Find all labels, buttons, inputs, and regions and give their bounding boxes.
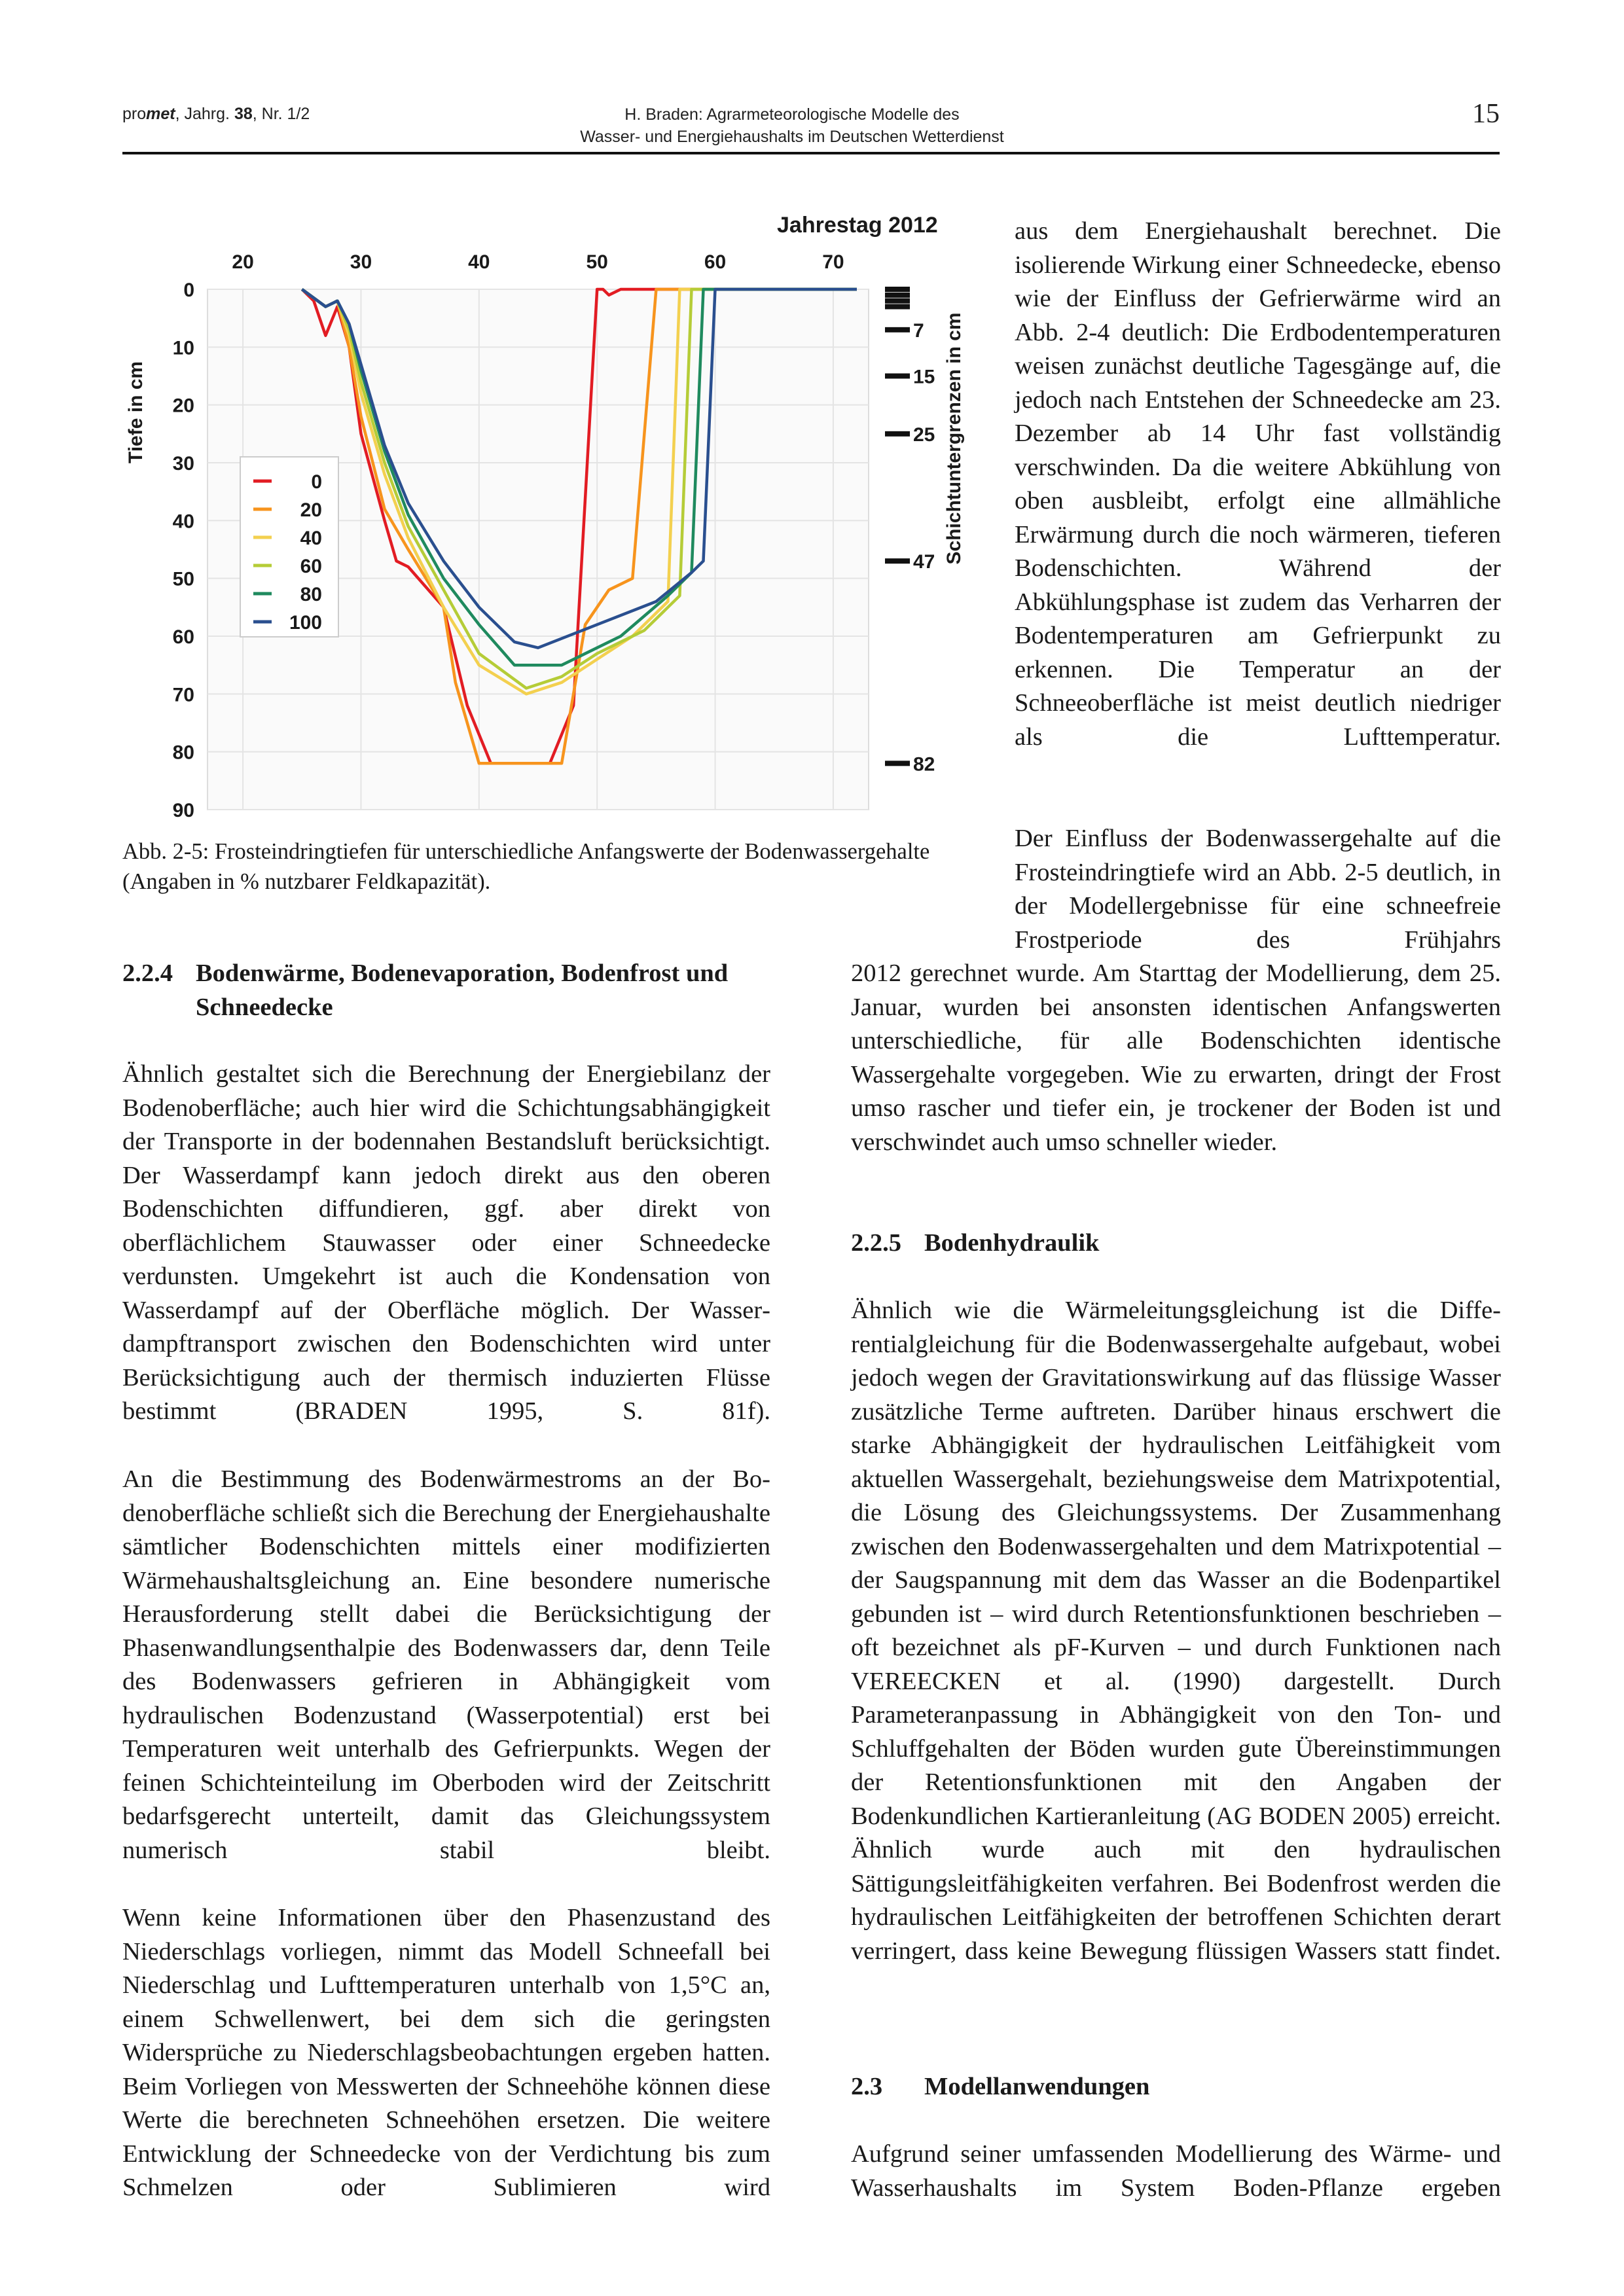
section-title-line-1: Bodenwärme, Bodenevaporation, Bodenfrost und: [196, 960, 729, 987]
layer-mark: [885, 287, 910, 292]
layer-mark: [885, 761, 910, 766]
journal-info: promet, Jahrg. 38, Nr. 1/2: [122, 105, 310, 123]
legend-label: 100: [289, 612, 322, 634]
chart-legend-box: [240, 457, 338, 637]
paragraph-left-1: Ähnlich gestaltet sich die Berechnung der Energiebilanz der Bodenoberfläche; auch hier wird die Schichtungsabhängigkeit der Transporte in der bodennahen Bestandsluft berücksichtigt. Der Wasserdampf kann jedoch direkt aus den oberen Bodenschichten diffundieren, ggf. aber direkt von oberflächlichem Stauwasser oder einer Schneedecke verdunsten. Umgekehrt ist auch die Kondensation von Wasserdampf auf der Oberfläche möglich. Der Wasserdampftransport zwischen den Bodenschichten wird unter Berücksichtigung auch der thermisch induzierten Flüsse bestimmt (BRADEN 1995, S. 81f).: [122, 1060, 770, 1425]
section-heading-2-2-5: [851, 1227, 1506, 1261]
y-tick-label: 30: [172, 453, 194, 475]
figure-caption: Abb. 2-5: Frosteindringtiefen für unterschiedliche Anfangswerte der Bodenwassergehalte (Angaben in % nutzbarer Feldkapazität).: [122, 839, 930, 894]
paragraph-right-top: aus dem Energiehaushalt berechnet. Die isolierende Wirkung einer Schneedecke, ebenso wie der Einfluss der Gefrierwärme wird an Abb. 2-4 deutlich: Die Erdbodentemperaturen weisen zunächst deutliche Tagesgänge auf, die jedoch nach Entstehen der Schneedecke am 23. Dezember ab 14 Uhr fast vollständig verschwinden. Da die weitere Abkühlung von oben ausbleibt, erfolgt eine allmähliche Erwärmung durch die noch wärmeren, tieferen Bodenschichten. Während der Abkühlungsphase ist zudem das Verharren der Bodentemperaturen am Gefrierpunkt zu erkennen. Die Temperatur an der Schneeoberfläche ist meist deutlich niedriger als die Lufttemperatur.: [1015, 217, 1501, 751]
y-tick-label: 50: [172, 568, 194, 590]
chart-x-ticks: [232, 251, 844, 273]
layer-mark: [885, 431, 910, 437]
frost-depth-chart: [122, 203, 973, 825]
layer-mark-label: 82: [913, 753, 935, 776]
y-tick-label: 90: [172, 800, 194, 821]
legend-label: 20: [300, 499, 322, 521]
x-tick-label: 30: [350, 251, 372, 273]
y-tick-label: 60: [172, 626, 194, 648]
section-title-line-2: Schneedecke: [196, 993, 333, 1021]
x-tick-label: 40: [468, 251, 490, 273]
chart-layer-marks: [885, 287, 935, 775]
layer-mark: [885, 304, 910, 310]
paragraph-left-3: Wenn keine Informationen über den Phasenzustand des Niederschlags vorliegen, nimmt das Modell Schneefall bei Niederschlag und Lufttemperaturen unterhalb von 1,5°C an, einem Schwellenwert, bei dem sich die geringsten Widersprüche zu Niederschlagsbeobachtungen ergeben hatten. Beim Vorliegen von Messwerten der Schneehöhe können diese Werte die berechneten Schneehöhen ersetzen. Die weitere Entwicklung der Schneedecke von der Verdichtung bis zum Schmelzen oder Sublimieren wird: [122, 1904, 770, 2201]
paragraph-left-2: An die Bestimmung des Bodenwärmestroms an der Bodenoberfläche schließt sich die Berechung der Energiehaushalte sämtlicher Bodenschichten mittels einer modifizierten Wärmehaushaltsgleichung an. Eine besondere numerische Herausforderung stellt dabei die Berücksichtigung der Phasenwandlungsenthalpie des Bodenwassers dar, denn Teile des Bodenwassers gefrieren in Abhängigkeit vom hydraulischen Bodenzustand (Wasserpotential) erst bei Temperaturen weit unterhalb des Gefrierpunkts. Wegen der feinen Schichteinteilung im Oberboden wird der Zeitschritt bedarfsgerecht unterteilt, damit das Gleichungssystem numerisch stabil bleibt.: [122, 1465, 770, 1864]
layer-mark-label: 7: [913, 319, 924, 342]
layer-mark-label: 15: [913, 366, 935, 388]
y-tick-label: 20: [172, 395, 194, 417]
layer-mark: [885, 558, 910, 564]
section-number: 2.3: [851, 2073, 883, 2100]
legend-label: 0: [311, 471, 322, 493]
chart-y-ticks: [173, 279, 194, 821]
paragraph-right-mid-narrow: Der Einfluss der Bodenwassergehalte auf die Frosteindringtiefe wird an Abb. 2-5 deutlich, in der Modellergebnisse für eine schneefreie Frostperiode des Frühjahrs: [1015, 825, 1501, 954]
chart-title: Jahrestag 2012: [777, 213, 938, 238]
running-title-line-2: Wasser- und Energiehaushalts im Deutschen Wetterdienst: [580, 128, 1004, 146]
paragraph-right-mid-wide: 2012 gerechnet wurde. Am Starttag der Modellierung, dem 25. Januar, wurden bei ansonsten identischen Anfangswerten unterschiedliche, für alle Bodenschichten identische Wassergehalte vorgegeben. Wie zu erwarten, dringt der Frost umso rascher und tiefer ein, je trockener der Boden ist und verschwindet auch umso schneller wieder.: [851, 960, 1501, 1156]
y-tick-label: 80: [172, 742, 194, 764]
paragraph-right-2-3: Aufgrund seiner umfassenden Modellierung des Wärme- und Wasserhaushalts im System Boden-Pflanze ergeben: [851, 2140, 1501, 2202]
section-number: 2.2.5: [851, 1229, 901, 1257]
section-title: Modellanwendungen: [924, 2073, 1150, 2100]
y-tick-label: 70: [172, 684, 194, 706]
section-title: Bodenhydraulik: [924, 1229, 1100, 1257]
layer-mark: [885, 298, 910, 304]
layer-mark: [885, 293, 910, 298]
paragraph-right-2-2-5: Ähnlich wie die Wärmeleitungsgleichung ist die Differentialgleichung für die Bodenwassergehalte aufgebaut, wobei jedoch wegen der Gravitationswirkung auf das flüssige Wasser zusätzliche Terme auftreten. Darüber hinaus erschwert die starke Abhängigkeit der hydraulischen Leitfähigkeit vom aktuellen Wassergehalt, beziehungsweise dem Matrixpotential, die Lösung des Gleichungssystems. Der Zusammenhang zwischen den Bodenwassergehalten und dem Matrixpotential – der Saugspannung mit dem das Wasser an die Bodenpartikel gebunden ist – wird durch Retentionsfunktionen beschrieben – oft bezeichnet als pF-Kurven – und durch Funktionen nach VEREECKEN et al. (1990) dargestellt. Durch Parameteranpassung in Abhängigkeit von den Ton- und Schluffgehalten der Böden wurden gute Übereinstimmungen der Retentionsfunktionen mit den Angaben der Bodenkundlichen Kartieranleitung (AG BODEN 2005) erreicht. Ähnlich wurde auch mit den hydraulischen Sättigungsleitfähigkeiten verfahren. Bei Bodenfrost werden die hydraulischen Leitfähigkeiten der betroffenen Schichten derart verringert, dass keine Bewegung flüssigen Wassers statt findet.: [851, 1297, 1501, 1965]
section-heading-2-3: [851, 2070, 1506, 2104]
y-tick-label: 40: [172, 511, 194, 533]
running-title-line-1: H. Braden: Agrarmeteorologische Modelle des: [624, 105, 960, 124]
x-tick-label: 60: [704, 251, 727, 273]
header-rule: [122, 152, 1500, 154]
x-tick-label: 50: [586, 251, 608, 273]
layer-mark-label: 25: [913, 423, 935, 446]
layer-mark: [885, 374, 910, 379]
section-heading-2-2-4: [122, 957, 777, 1024]
chart-y-label: Tiefe in cm: [125, 361, 147, 464]
legend-label: 60: [300, 556, 322, 577]
legend-label: 40: [300, 528, 322, 549]
x-tick-label: 70: [822, 251, 844, 273]
x-tick-label: 20: [232, 251, 254, 273]
legend-label: 80: [300, 584, 322, 605]
y-tick-label: 0: [183, 279, 194, 301]
layer-mark: [885, 327, 910, 332]
section-number: 2.2.4: [122, 960, 173, 987]
chart-y-label-right: Schichtuntergrenzen in cm: [943, 312, 965, 565]
page-number: 15: [1472, 99, 1500, 129]
layer-mark-label: 47: [913, 551, 935, 573]
running-title: [497, 103, 1087, 148]
y-tick-label: 10: [172, 337, 194, 359]
